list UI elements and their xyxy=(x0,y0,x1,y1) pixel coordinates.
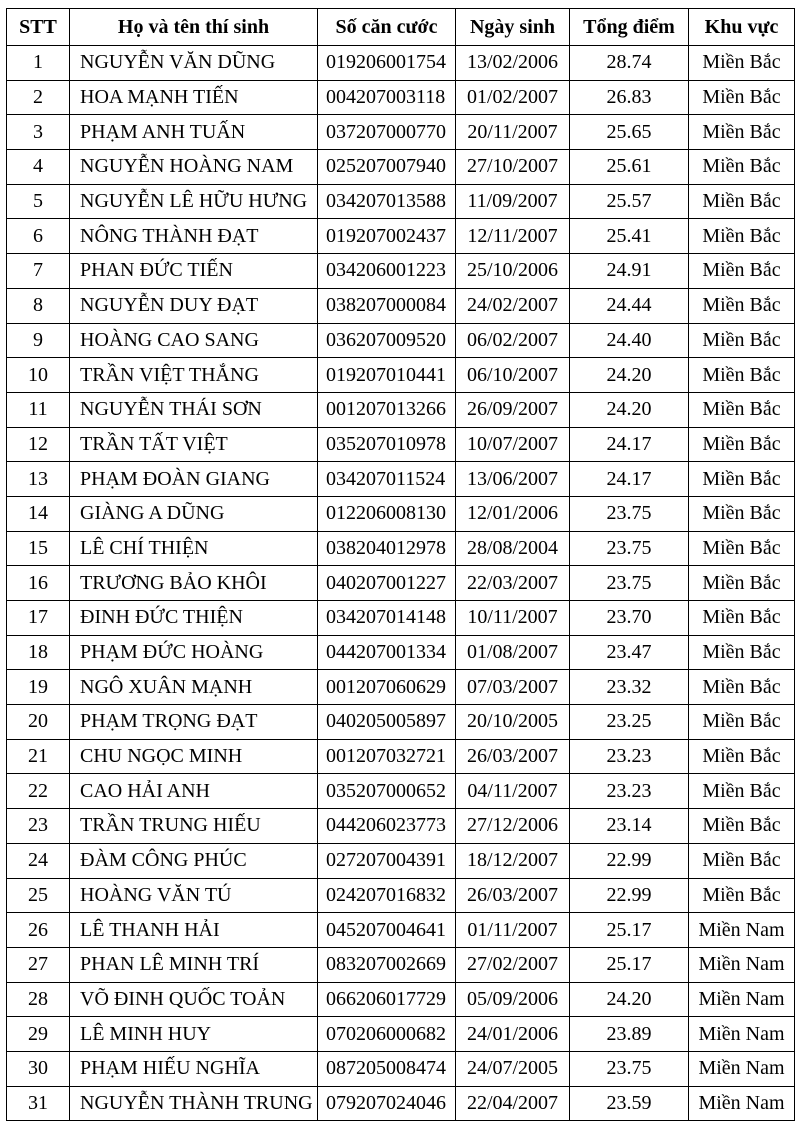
birth-date-cell: 13/06/2007 xyxy=(456,462,570,497)
stt-cell: 3 xyxy=(7,115,70,150)
region-cell: Miền Bắc xyxy=(689,46,795,81)
table-row xyxy=(7,80,795,115)
score-cell: 23.32 xyxy=(570,670,689,705)
score-cell: 26.83 xyxy=(570,80,689,115)
id-number-cell: 001207060629 xyxy=(318,670,456,705)
stt-cell: 18 xyxy=(7,635,70,670)
birth-date-cell: 12/11/2007 xyxy=(456,219,570,254)
name-cell: LÊ THANH HẢI xyxy=(70,913,318,948)
score-cell: 24.40 xyxy=(570,323,689,358)
name-cell: CHU NGỌC MINH xyxy=(70,739,318,774)
birth-date-cell: 24/02/2007 xyxy=(456,288,570,323)
score-cell: 24.17 xyxy=(570,462,689,497)
stt-cell: 5 xyxy=(7,184,70,219)
score-cell: 25.17 xyxy=(570,947,689,982)
birth-date-cell: 18/12/2007 xyxy=(456,843,570,878)
name-cell: PHẠM HIẾU NGHĨA xyxy=(70,1051,318,1086)
header-stt: STT xyxy=(7,9,70,46)
score-cell: 23.59 xyxy=(570,1086,689,1121)
stt-cell: 28 xyxy=(7,982,70,1017)
table-row xyxy=(7,115,795,150)
region-cell: Miền Nam xyxy=(689,1017,795,1052)
birth-date-cell: 27/02/2007 xyxy=(456,947,570,982)
birth-date-cell: 25/10/2006 xyxy=(456,254,570,289)
birth-date-cell: 26/03/2007 xyxy=(456,739,570,774)
score-cell: 23.47 xyxy=(570,635,689,670)
birth-date-cell: 13/02/2006 xyxy=(456,46,570,81)
name-cell: TRƯƠNG BẢO KHÔI xyxy=(70,566,318,601)
name-cell: PHAN LÊ MINH TRÍ xyxy=(70,947,318,982)
table-row xyxy=(7,358,795,393)
id-number-cell: 066206017729 xyxy=(318,982,456,1017)
table-row xyxy=(7,913,795,948)
stt-cell: 4 xyxy=(7,150,70,185)
score-cell: 23.75 xyxy=(570,531,689,566)
table-row xyxy=(7,1017,795,1052)
region-cell: Miền Bắc xyxy=(689,115,795,150)
id-number-cell: 044206023773 xyxy=(318,809,456,844)
table-row xyxy=(7,809,795,844)
name-cell: LÊ CHÍ THIỆN xyxy=(70,531,318,566)
name-cell: NGUYỄN DUY ĐẠT xyxy=(70,288,318,323)
table-row xyxy=(7,635,795,670)
name-cell: TRẦN VIỆT THẮNG xyxy=(70,358,318,393)
table-header xyxy=(7,9,795,46)
id-number-cell: 035207000652 xyxy=(318,774,456,809)
id-number-cell: 001207032721 xyxy=(318,739,456,774)
birth-date-cell: 22/04/2007 xyxy=(456,1086,570,1121)
table-row xyxy=(7,254,795,289)
name-cell: NGUYỄN THÁI SƠN xyxy=(70,392,318,427)
id-number-cell: 038204012978 xyxy=(318,531,456,566)
id-number-cell: 083207002669 xyxy=(318,947,456,982)
stt-cell: 21 xyxy=(7,739,70,774)
region-cell: Miền Bắc xyxy=(689,809,795,844)
region-cell: Miền Bắc xyxy=(689,358,795,393)
stt-cell: 25 xyxy=(7,878,70,913)
id-number-cell: 038207000084 xyxy=(318,288,456,323)
id-number-cell: 019206001754 xyxy=(318,46,456,81)
table-row xyxy=(7,947,795,982)
birth-date-cell: 20/11/2007 xyxy=(456,115,570,150)
stt-cell: 2 xyxy=(7,80,70,115)
score-cell: 24.17 xyxy=(570,427,689,462)
score-cell: 22.99 xyxy=(570,878,689,913)
score-cell: 25.61 xyxy=(570,150,689,185)
name-cell: PHẠM TRỌNG ĐẠT xyxy=(70,705,318,740)
score-cell: 24.20 xyxy=(570,982,689,1017)
stt-cell: 29 xyxy=(7,1017,70,1052)
stt-cell: 26 xyxy=(7,913,70,948)
region-cell: Miền Bắc xyxy=(689,80,795,115)
region-cell: Miền Nam xyxy=(689,982,795,1017)
table-row xyxy=(7,566,795,601)
candidate-table-container xyxy=(6,8,794,1121)
score-cell: 25.57 xyxy=(570,184,689,219)
id-number-cell: 004207003118 xyxy=(318,80,456,115)
birth-date-cell: 10/11/2007 xyxy=(456,601,570,636)
region-cell: Miền Bắc xyxy=(689,323,795,358)
name-cell: PHẠM ĐỨC HOÀNG xyxy=(70,635,318,670)
score-cell: 25.17 xyxy=(570,913,689,948)
birth-date-cell: 24/01/2006 xyxy=(456,1017,570,1052)
stt-cell: 17 xyxy=(7,601,70,636)
stt-cell: 23 xyxy=(7,809,70,844)
region-cell: Miền Bắc xyxy=(689,184,795,219)
score-cell: 22.99 xyxy=(570,843,689,878)
id-number-cell: 034206001223 xyxy=(318,254,456,289)
birth-date-cell: 11/09/2007 xyxy=(456,184,570,219)
stt-cell: 1 xyxy=(7,46,70,81)
score-cell: 28.74 xyxy=(570,46,689,81)
region-cell: Miền Bắc xyxy=(689,670,795,705)
birth-date-cell: 01/11/2007 xyxy=(456,913,570,948)
name-cell: NÔNG THÀNH ĐẠT xyxy=(70,219,318,254)
header-row xyxy=(7,9,795,46)
name-cell: TRẦN TRUNG HIẾU xyxy=(70,809,318,844)
name-cell: LÊ MINH HUY xyxy=(70,1017,318,1052)
table-row xyxy=(7,878,795,913)
name-cell: NGÔ XUÂN MẠNH xyxy=(70,670,318,705)
id-number-cell: 034207014148 xyxy=(318,601,456,636)
region-cell: Miền Bắc xyxy=(689,878,795,913)
table-row xyxy=(7,184,795,219)
id-number-cell: 070206000682 xyxy=(318,1017,456,1052)
name-cell: PHẠM ANH TUẤN xyxy=(70,115,318,150)
table-row xyxy=(7,219,795,254)
birth-date-cell: 27/12/2006 xyxy=(456,809,570,844)
region-cell: Miền Bắc xyxy=(689,635,795,670)
birth-date-cell: 20/10/2005 xyxy=(456,705,570,740)
region-cell: Miền Bắc xyxy=(689,150,795,185)
id-number-cell: 019207002437 xyxy=(318,219,456,254)
header-id-number: Số căn cước xyxy=(318,9,456,46)
name-cell: NGUYỄN LÊ HỮU HƯNG xyxy=(70,184,318,219)
region-cell: Miền Bắc xyxy=(689,739,795,774)
score-cell: 23.23 xyxy=(570,774,689,809)
region-cell: Miền Bắc xyxy=(689,774,795,809)
name-cell: NGUYỄN HOÀNG NAM xyxy=(70,150,318,185)
id-number-cell: 087205008474 xyxy=(318,1051,456,1086)
birth-date-cell: 04/11/2007 xyxy=(456,774,570,809)
name-cell: GIÀNG A DŨNG xyxy=(70,496,318,531)
id-number-cell: 025207007940 xyxy=(318,150,456,185)
stt-cell: 6 xyxy=(7,219,70,254)
region-cell: Miền Bắc xyxy=(689,531,795,566)
region-cell: Miền Bắc xyxy=(689,705,795,740)
score-cell: 23.25 xyxy=(570,705,689,740)
stt-cell: 9 xyxy=(7,323,70,358)
region-cell: Miền Bắc xyxy=(689,843,795,878)
stt-cell: 14 xyxy=(7,496,70,531)
name-cell: ĐÀM CÔNG PHÚC xyxy=(70,843,318,878)
region-cell: Miền Bắc xyxy=(689,601,795,636)
id-number-cell: 027207004391 xyxy=(318,843,456,878)
score-cell: 23.14 xyxy=(570,809,689,844)
score-cell: 24.91 xyxy=(570,254,689,289)
name-cell: HOÀNG CAO SANG xyxy=(70,323,318,358)
table-body xyxy=(7,46,795,1121)
table-row xyxy=(7,288,795,323)
name-cell: NGUYỄN THÀNH TRUNG xyxy=(70,1086,318,1121)
birth-date-cell: 07/03/2007 xyxy=(456,670,570,705)
score-cell: 23.75 xyxy=(570,496,689,531)
table-row xyxy=(7,705,795,740)
region-cell: Miền Bắc xyxy=(689,254,795,289)
stt-cell: 19 xyxy=(7,670,70,705)
id-number-cell: 037207000770 xyxy=(318,115,456,150)
id-number-cell: 034207011524 xyxy=(318,462,456,497)
table-row xyxy=(7,323,795,358)
birth-date-cell: 06/10/2007 xyxy=(456,358,570,393)
stt-cell: 31 xyxy=(7,1086,70,1121)
stt-cell: 30 xyxy=(7,1051,70,1086)
table-row xyxy=(7,982,795,1017)
table-row xyxy=(7,462,795,497)
stt-cell: 22 xyxy=(7,774,70,809)
stt-cell: 10 xyxy=(7,358,70,393)
region-cell: Miền Nam xyxy=(689,947,795,982)
score-cell: 24.44 xyxy=(570,288,689,323)
id-number-cell: 040207001227 xyxy=(318,566,456,601)
region-cell: Miền Nam xyxy=(689,1086,795,1121)
region-cell: Miền Bắc xyxy=(689,288,795,323)
table-row xyxy=(7,46,795,81)
name-cell: VÕ ĐINH QUỐC TOẢN xyxy=(70,982,318,1017)
id-number-cell: 035207010978 xyxy=(318,427,456,462)
birth-date-cell: 01/08/2007 xyxy=(456,635,570,670)
region-cell: Miền Bắc xyxy=(689,219,795,254)
table-row xyxy=(7,774,795,809)
table-row xyxy=(7,531,795,566)
stt-cell: 16 xyxy=(7,566,70,601)
birth-date-cell: 01/02/2007 xyxy=(456,80,570,115)
score-cell: 23.70 xyxy=(570,601,689,636)
name-cell: PHAN ĐỨC TIẾN xyxy=(70,254,318,289)
id-number-cell: 012206008130 xyxy=(318,496,456,531)
table-row xyxy=(7,392,795,427)
id-number-cell: 034207013588 xyxy=(318,184,456,219)
table-row xyxy=(7,601,795,636)
region-cell: Miền Nam xyxy=(689,1051,795,1086)
name-cell: ĐINH ĐỨC THIỆN xyxy=(70,601,318,636)
id-number-cell: 044207001334 xyxy=(318,635,456,670)
stt-cell: 27 xyxy=(7,947,70,982)
score-cell: 23.75 xyxy=(570,1051,689,1086)
birth-date-cell: 24/07/2005 xyxy=(456,1051,570,1086)
table-row xyxy=(7,1086,795,1121)
stt-cell: 8 xyxy=(7,288,70,323)
score-cell: 25.65 xyxy=(570,115,689,150)
stt-cell: 15 xyxy=(7,531,70,566)
name-cell: CAO HẢI ANH xyxy=(70,774,318,809)
table-row xyxy=(7,150,795,185)
score-cell: 23.89 xyxy=(570,1017,689,1052)
score-cell: 25.41 xyxy=(570,219,689,254)
table-row xyxy=(7,427,795,462)
birth-date-cell: 22/03/2007 xyxy=(456,566,570,601)
stt-cell: 13 xyxy=(7,462,70,497)
stt-cell: 11 xyxy=(7,392,70,427)
region-cell: Miền Bắc xyxy=(689,566,795,601)
name-cell: PHẠM ĐOÀN GIANG xyxy=(70,462,318,497)
name-cell: TRẦN TẤT VIỆT xyxy=(70,427,318,462)
score-cell: 23.23 xyxy=(570,739,689,774)
region-cell: Miền Bắc xyxy=(689,496,795,531)
id-number-cell: 045207004641 xyxy=(318,913,456,948)
table-row xyxy=(7,843,795,878)
birth-date-cell: 05/09/2006 xyxy=(456,982,570,1017)
birth-date-cell: 06/02/2007 xyxy=(456,323,570,358)
region-cell: Miền Bắc xyxy=(689,427,795,462)
header-region: Khu vực xyxy=(689,9,795,46)
table-row xyxy=(7,670,795,705)
table-row xyxy=(7,739,795,774)
stt-cell: 12 xyxy=(7,427,70,462)
stt-cell: 24 xyxy=(7,843,70,878)
birth-date-cell: 10/07/2007 xyxy=(456,427,570,462)
score-cell: 24.20 xyxy=(570,392,689,427)
name-cell: NGUYỄN VĂN DŨNG xyxy=(70,46,318,81)
birth-date-cell: 26/03/2007 xyxy=(456,878,570,913)
table-row xyxy=(7,496,795,531)
table-row xyxy=(7,1051,795,1086)
stt-cell: 7 xyxy=(7,254,70,289)
header-full-name: Họ và tên thí sinh xyxy=(70,9,318,46)
name-cell: HOA MẠNH TIẾN xyxy=(70,80,318,115)
id-number-cell: 024207016832 xyxy=(318,878,456,913)
birth-date-cell: 27/10/2007 xyxy=(456,150,570,185)
id-number-cell: 079207024046 xyxy=(318,1086,456,1121)
id-number-cell: 036207009520 xyxy=(318,323,456,358)
region-cell: Miền Nam xyxy=(689,913,795,948)
region-cell: Miền Bắc xyxy=(689,392,795,427)
id-number-cell: 001207013266 xyxy=(318,392,456,427)
stt-cell: 20 xyxy=(7,705,70,740)
name-cell: HOÀNG VĂN TÚ xyxy=(70,878,318,913)
header-birth-date: Ngày sinh xyxy=(456,9,570,46)
header-total-score: Tổng điểm xyxy=(570,9,689,46)
score-cell: 23.75 xyxy=(570,566,689,601)
region-cell: Miền Bắc xyxy=(689,462,795,497)
candidate-table xyxy=(6,8,795,1121)
score-cell: 24.20 xyxy=(570,358,689,393)
birth-date-cell: 26/09/2007 xyxy=(456,392,570,427)
birth-date-cell: 28/08/2004 xyxy=(456,531,570,566)
birth-date-cell: 12/01/2006 xyxy=(456,496,570,531)
id-number-cell: 019207010441 xyxy=(318,358,456,393)
id-number-cell: 040205005897 xyxy=(318,705,456,740)
